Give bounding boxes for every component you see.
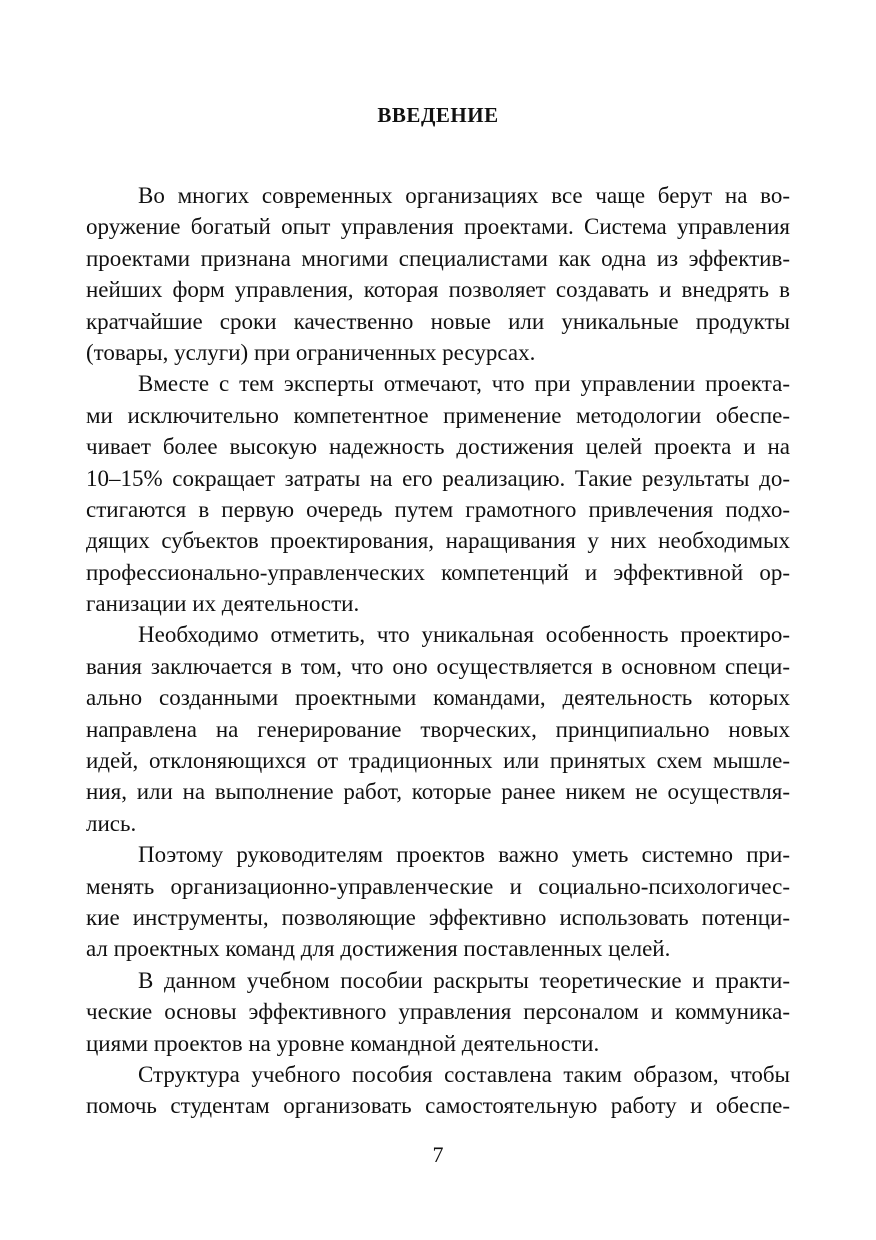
text-line: ганизации их деятельности. (86, 591, 360, 617)
text-line: проектами признана многими специалистами как одна из эффектив- (86, 245, 790, 271)
text-line: Во многих современных организациях все чаще берут на во- (138, 183, 790, 208)
text-line: стигаются в первую очередь путем грамотного привлечения подхо- (86, 496, 790, 522)
page-number: 7 (432, 1142, 444, 1167)
body-text (86, 180, 790, 1122)
text-line: Необходимо отметить, что уникальная особенность проектиро- (138, 622, 790, 648)
text-line: ческие основы эффективного управления персоналом и коммуника- (86, 999, 790, 1025)
paragraph-1 (86, 180, 790, 368)
text-line: Структура учебного пособия составлена таким образом, чтобы (138, 1061, 790, 1087)
text-line: циями проектов на уровне командной деятельности. (86, 1030, 600, 1056)
text-line: профессионально-управленческих компетенций и эффективной ор- (86, 559, 790, 585)
text-line: чивает более высокую надежность достижения целей проекта и на (86, 434, 790, 460)
text-line: вания заключается в том, что оно осуществляется в основном специ- (86, 653, 790, 679)
paragraph-3 (86, 619, 790, 839)
text-line: направлена на генерирование творческих, принципиально новых (86, 716, 790, 742)
text-line: кие инструменты, позволяющие эффективно использовать потенци- (86, 904, 790, 930)
text-line: ми исключительно компетентное применение методологии обеспе- (86, 402, 790, 428)
text-line: ал проектных команд для достижения поставленных целей. (86, 936, 671, 962)
text-line: (товары, услуги) при ограниченных ресурсах. (86, 339, 536, 365)
text-line: нейших форм управления, которая позволяет создавать и внедрять в (86, 277, 790, 303)
text-line: ния, или на выполнение работ, которые ранее никем не осуществля- (86, 779, 790, 805)
text-line: ально созданными проектными командами, деятельность которых (86, 685, 790, 711)
text-line: идей, отклоняющихся от традиционных или принятых схем мышле- (86, 748, 790, 774)
paragraph-5 (86, 965, 790, 1059)
text-line: В данном учебном пособии раскрыты теоретические и практи- (138, 967, 790, 993)
paragraph-4 (86, 839, 790, 965)
paragraph-6 (86, 1059, 790, 1122)
text-line: Вместе с тем эксперты отмечают, что при управлении проекта- (138, 371, 790, 397)
text-line: 10–15% сокращает затраты на его реализацию. Такие результаты до- (86, 465, 790, 491)
text-line: помочь студентам организовать самостоятельную работу и обеспе- (86, 1093, 790, 1119)
paragraph-2 (86, 368, 790, 619)
text-line: кратчайшие сроки качественно новые или уникальные продукты (86, 308, 790, 334)
text-line: оружение богатый опыт управления проектами. Система управления (86, 214, 790, 240)
text-line: Поэтому руководителям проектов важно уметь системно при- (138, 842, 790, 868)
page-title: ВВЕДЕНИЕ (377, 103, 499, 127)
text-line: лись. (86, 810, 137, 836)
text-line: дящих субъектов проектирования, наращивания у них необходимых (86, 528, 790, 554)
text-line: менять организационно-управленческие и социально-психологичес- (86, 873, 790, 899)
